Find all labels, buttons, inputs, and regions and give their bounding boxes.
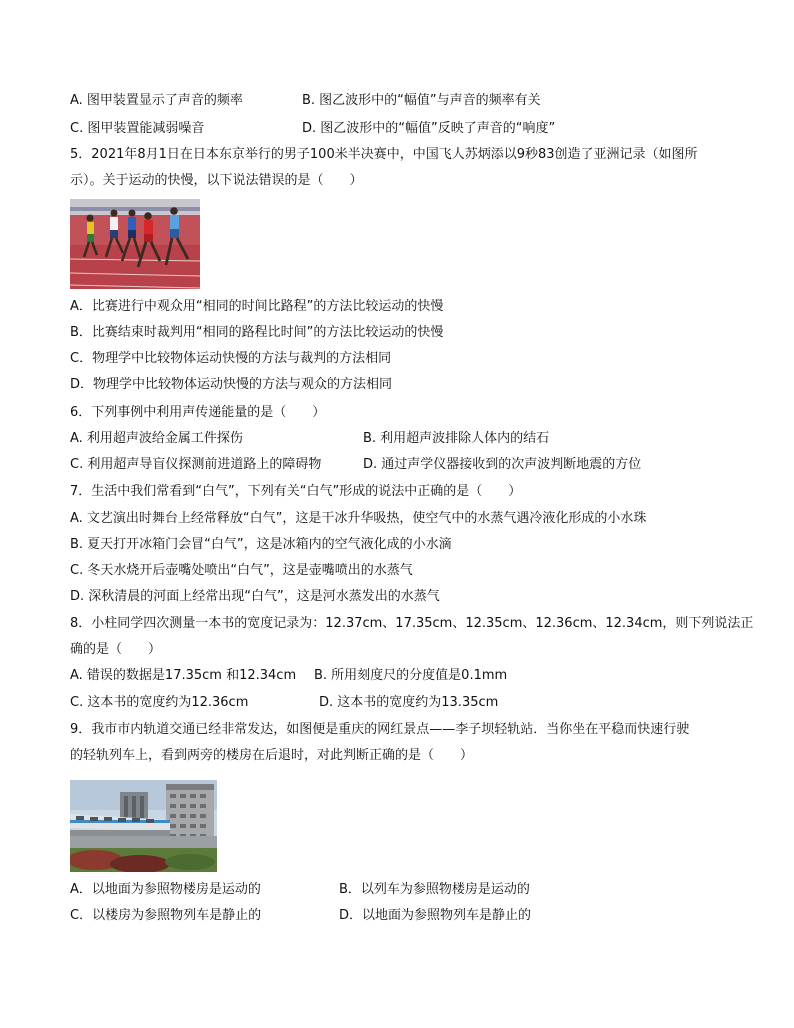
q4-option-a: A. 图甲装置显示了声音的频率 — [70, 93, 243, 108]
q5-stem-line2: 示）。关于运动的快慢，以下说法错误的是（ ） — [70, 173, 363, 188]
q6-option-c: C. 利用超声导盲仪探测前进道路上的障碍物 — [70, 457, 322, 472]
q5-stem-line1: 5．2021年8月1日在日本东京举行的男子100米半决赛中，中国飞人苏炳添以9秒83创造了亚洲记录（如图所 — [70, 147, 698, 162]
light-rail-building-illustration — [70, 780, 217, 872]
q8-option-b: B. 所用刻度尺的分度值是0.1mm — [314, 668, 508, 683]
q8-option-a: A. 错误的数据是17.35cm 和12.34cm — [70, 668, 297, 683]
sprint-race-illustration — [70, 199, 200, 289]
q8-option-d: D. 这本书的宽度约为13.35cm — [319, 695, 499, 710]
q6-option-a: A. 利用超声波给金属工件探伤 — [70, 431, 243, 446]
q9-option-b: B．以列车为参照物楼房是运动的 — [339, 882, 530, 897]
liziba-station-photo — [70, 780, 217, 872]
q4-option-b: B. 图乙波形中的“幅值”与声音的频率有关 — [302, 93, 541, 108]
q5-option-a: A．比赛进行中观众用“相同的时间比路程”的方法比较运动的快慢 — [70, 299, 444, 314]
q5-option-b: B．比赛结束时裁判用“相同的路程比时间”的方法比较运动的快慢 — [70, 325, 444, 340]
q5-option-c: C．物理学中比较物体运动快慢的方法与裁判的方法相同 — [70, 351, 392, 366]
q9-option-d: D．以地面为参照物列车是静止的 — [339, 908, 532, 923]
q7-option-d: D. 深秋清晨的河面上经常出现“白气”，这是河水蒸发出的水蒸气 — [70, 589, 440, 604]
q9-option-c: C．以楼房为参照物列车是静止的 — [70, 908, 262, 923]
q5-option-d: D．物理学中比较物体运动快慢的方法与观众的方法相同 — [70, 377, 393, 392]
q6-option-d: D. 通过声学仪器接收到的次声波判断地震的方位 — [363, 457, 642, 472]
q7-stem: 7．生活中我们常看到“白气”，下列有关“白气”形成的说法中正确的是（ ） — [70, 484, 522, 499]
q4-option-d: D. 图乙波形中的“幅值”反映了声音的“响度” — [302, 121, 556, 136]
q7-option-a: A. 文艺演出时舞台上经常释放“白气”，这是干冰升华吸热，使空气中的水蒸气遇冷液化形成的小水珠 — [70, 511, 647, 526]
q8-stem-line1: 8．小柱同学四次测量一本书的宽度记录为：12.37cm、17.35cm、12.35cm、12.36cm、12.34cm，则下列说法正 — [70, 616, 754, 631]
q8-option-c: C. 这本书的宽度约为12.36cm — [70, 695, 249, 710]
q7-option-c: C. 冬天水烧开后壶嘴处喷出“白气”，这是壶嘴喷出的水蒸气 — [70, 563, 413, 578]
q7-option-b: B. 夏天打开冰箱门会冒“白气”，这是冰箱内的空气液化成的小水滴 — [70, 537, 452, 552]
q9-option-a: A．以地面为参照物楼房是运动的 — [70, 882, 261, 897]
q6-stem: 6．下列事例中利用声传递能量的是（ ） — [70, 405, 326, 420]
q9-stem-line1: 9．我市市内轨道交通已经非常发达，如图便是重庆的网红景点——李子坝轻轨站．当你坐在平稳而快速行驶 — [70, 722, 690, 737]
q8-stem-line2: 确的是（ ） — [70, 642, 162, 657]
q6-option-b: B. 利用超声波排除人体内的结石 — [363, 431, 550, 446]
q4-option-c: C. 图甲装置能减弱噪音 — [70, 121, 205, 136]
q9-stem-line2: 的轻轨列车上，看到两旁的楼房在后退时，对此判断正确的是（ ） — [70, 748, 474, 763]
sprint-race-photo — [70, 199, 200, 289]
